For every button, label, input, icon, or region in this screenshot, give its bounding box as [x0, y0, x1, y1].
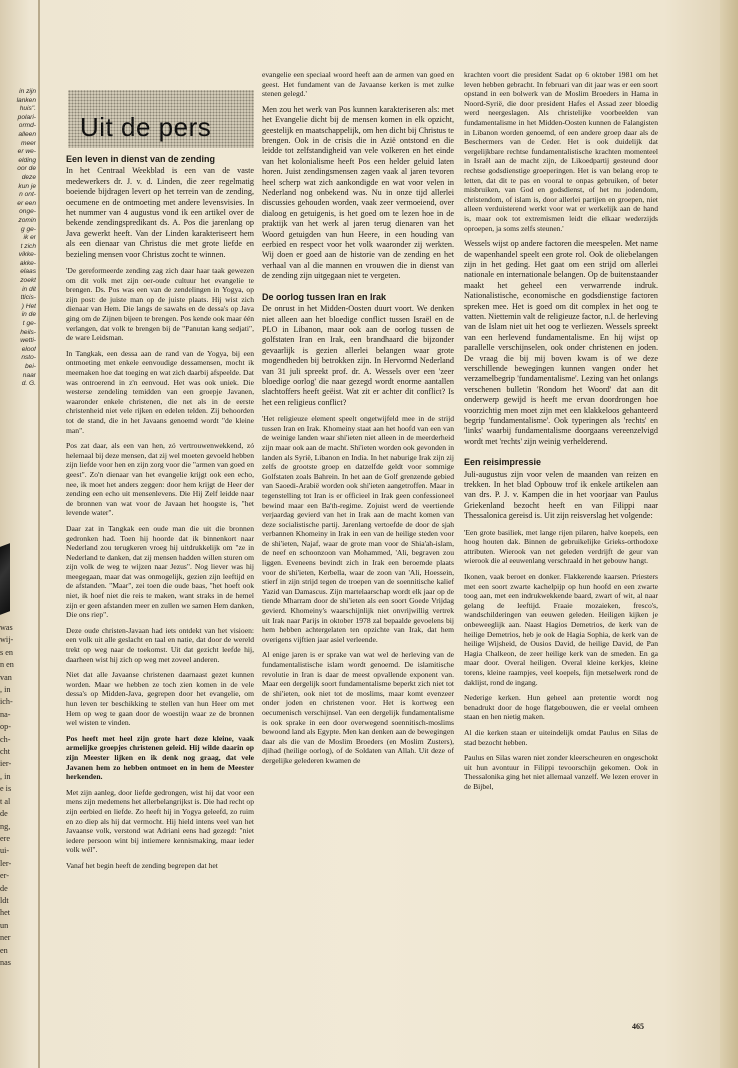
book-edge [720, 0, 738, 1068]
quote-paragraph: Niet dat alle Javaanse christenen daarnaast gezet kunnen worden. Maar we hebben ze toch zien komen in de vele dessa's op Midden-Java, gegrepen door het evangelie, om hun leven ter beschikking te stellen van hun Heer om met Hem op weg te gaan door de woestijn waar ze de bronnen wel wisten te vinden. [66, 670, 254, 728]
fragment-line: zomin [18, 216, 36, 224]
fragment-line: ner [0, 933, 11, 943]
fragment-line: wetti- [20, 337, 36, 345]
fragment-line: ich- [0, 697, 13, 707]
fragment-line: in dit [22, 285, 36, 293]
quote-paragraph: evangelie een speciaal woord heeft aan de armen van goed en geest. Het fundament van de Javaanse kerken is met zulke stenen gelegd.' [262, 70, 454, 99]
fragment-line: n ont- [19, 191, 36, 199]
fragment-line: d. G. [21, 380, 36, 388]
quote-paragraph: Pos zat daar, als een van hen, zó vertrouwenwekkend, zó helemaal bij deze mensen, dat zij wel moeten gevoeld hebben zijn liefde voor hen en zijn zorg voor die "armen van goed en geest". Zo'n dienaar van het evangelie krijgt ook een echo, nee, ik moet het anders zeggen: door hem krijgt de Heer der zending een echo uit mensenlevens. Die Hij Zelf leidde naar de bronnen van wat voor de Javaan het hoogste is, "het levende water". [66, 441, 254, 518]
column-3 [464, 70, 658, 798]
fragment-line: e is [0, 784, 12, 794]
fragment-line: ui- [0, 846, 10, 856]
heading-zending: Een leven in dienst van de zending [66, 154, 216, 164]
fragment-line: vikke- [18, 251, 36, 259]
fragment-line: nas [0, 957, 11, 967]
quote-paragraph: In Tangkak, een dessa aan de rand van de Yogya, bij een ontmoeting met enkele eenvoudige dessamensen, mocht ik meemaken hoe dat toeging en wat zich daarbij afspeelde. Dat was ontroerend in z'n eenvoud. Het was ook uniek. Die westerse zendeling temidden van een groepje Javanen, waaronder enkele christenen, die net als in de eerste christenheid niet vele rijken en edelen telden. Zij behoorden tot de stand, die in het Javaans genoemd wordt "de kleine man". [66, 348, 254, 435]
heading-iran-irak: De oorlog tussen Iran en Irak [262, 291, 387, 302]
fragment-line: elaas [20, 268, 36, 276]
fragment-line: meer [20, 139, 36, 147]
fragment-line: ler- [0, 858, 12, 868]
quote-paragraph-bold: Pos heeft met heel zijn grote hart deze kleine, vaak armelijke groepjes christenen geleid. Hij wilde daarin op zijn Meester lijken en ik denk nog graag, dat vele Javanen hem zo hebben ontmoet en in hem de Meester herkenden. [66, 733, 254, 782]
fragment-line: polari- [17, 113, 36, 121]
quote-paragraph: Met zijn aanleg, door liefde gedrongen, wist hij dat voor een mens zijn medemens het allerbelangrijkst is. Die had recht op zijn eerbied en liefde. Zo heeft hij in Yogya geleefd, zo ruim en zo diep als hij dat vermocht. Hij hield intens veel van het Javaanse volk, verstond wat Adriani eens had gezegd: "niet iedere persoon wint bij intiemere kennismaking, maar ieder volk wél". [66, 787, 254, 855]
quote-paragraph: Al die kerken staan er uiteindelijk omdat Paulus en Silas de stad bezocht hebben. [464, 727, 658, 747]
fragment-line: zoekt [20, 277, 36, 285]
fragment-line: in de [21, 311, 36, 319]
fragment-line: op- [0, 722, 11, 732]
fragment-line: lanken [16, 96, 36, 104]
quote-paragraph: Al enige jaren is er sprake van wat wel de herleving van de fundamentalistische islam wordt genoemd. De islamitische revolutie in Iran is daar de meest opvallende exponent van. Maar een dergelijk soort fundamentalisme beperkt zich niet tot de shi'ieten, ook niet tot de moslims, maar komt evenzeer onder joden en christenen voor. Het is kortweg een oecumenisch verschijnsel. Van een dergelijk fundamentalisme is ook sprake in een door overwegend soennitisch-moslims bewoond land als Egypte. Men kan denken aan de bewegingen daar als die van de Moslim Broeders (en Moslim Zusters), djihad (heilige oorlog), of de Soldaten van Allah. Uit deze of dergelijke gelederen kwamen de [262, 650, 454, 765]
fragment-line: ng, [0, 821, 11, 831]
fragment-line: ) Het [21, 302, 36, 310]
section-title: Uit de pers [80, 112, 212, 142]
fragment-line: tticis- [20, 294, 36, 302]
fragment-line: nsto- [21, 354, 36, 362]
fragment-line: er- [0, 871, 9, 881]
paragraph: Juli-augustus zijn voor velen de maanden van reizen en trekken. In het blad Opbouw trof ik enkele artikelen aan van drs. P. J. v. Kampen die in het voorjaar van Paulus Griekenland bezocht heeft en van Filippi naar Thessalonica gereisd is. Uit zijn reisverslag het volgende: [464, 469, 658, 521]
fragment-line: ch- [0, 734, 11, 744]
quote-paragraph: Vanaf het begin heeft de zending begrepen dat het [66, 860, 218, 870]
fragment-line: er een [17, 199, 36, 207]
fragment-line: in zijn [19, 88, 36, 95]
quote-paragraph: Daar zat in Tangkak een oude man die uit die bronnen gedronken had. Toen hij hoorde dat ik binnenkort naar Nederland zou terugkeren vroeg hij uitdrukkelijk om "ze in Nederland te danken, dat zij mensen hadden willen sturen om zijn volk de weg te wijzen naar Jezus". Nog liever was hij meegegaan, maar dat was onmogelijk, gezien zijn leeftijd en de afstanden. "Maar", zei toen die oude baas, "het hoeft ook niet, ik hoef niet die reis te maken, want straks in de hemel zijn er geen afstanden meer en zullen we samen Hem danken, Die ons riep". [66, 523, 254, 620]
fragment-line: cht [0, 747, 11, 757]
fragment-line: ier- [0, 759, 12, 769]
fragment-line: er we- [17, 148, 36, 156]
fragment-line: t al [0, 796, 11, 806]
fragment-line: naar [22, 371, 36, 379]
fragment-line: kun je [18, 182, 36, 190]
quote-paragraph: 'Het religieuze element speelt ongetwijfeld mee in de strijd tussen Iran en Irak. Khomeiny staat aan het hoofd van een van de weinige landen waar shi'ieten niet alleen in de meerderheid zijn maar ook aan de macht. Shi'ieten worden ook gevonden in landen als Syrië, Libanon en India. In het naburige Irak zijn zij zelfs de grootste groep en datzelfde geldt voor sommige Golfstaten zoals Bahrein. In het aan de Golf grenzende gebied van Saoedi-Arabië worden ook shi'ieten aangetroffen. Maar in tegenstelling tot Iran is er officieel in Irak geen confessioneel bewind maar een Ba'th-regime. Zojuist werd de veertiende verjaardag gevierd van het in Irak aan de macht komen van deze socialistische partij. Jarenlang vertoefde de door de sjah verbannen Khomeiny in Irak in een van de heilige steden voor de shi'ieten, Najaf, waar de grote man voor de Shia'ah-islam, de neef en schoonzoon van Mohammed, 'Ali, begraven zou liggen. Eveneens bevindt zich in Irak een beroemde plaats voor de shi'ieten, Kerbella, waar de zoon van 'Ali, Hoessein, stierf in zijn strijd tegen de troepen van de soennitische kalief Yazid van Damascus. Zijn martelaarschap wordt elk jaar op de tiende Mharram door de shi'ieten als een soort Goede Vrijdag gevierd. Khomeiny's waarschijnlijk niet onvrijwillig vertrek uit Irak naar Parijs in oktober 1978 zal bepaalde gevoelens bij hem hebben achtergelaten ten opzichte van Irak, dat hem overigens vijftien jaar asiel verleende. [262, 414, 454, 644]
fragment-line: un [0, 920, 9, 930]
quote-paragraph: Nederige kerken. Hun geheel aan pretentie wordt nog benadrukt door de hoge flatgebouwen, die er veelal omheen staan en hen nietig maken. [464, 693, 658, 722]
fragment-line: elding [18, 156, 36, 164]
page-gutter [38, 0, 40, 1068]
quote-paragraph: Paulus en Silas waren niet zonder kleerscheuren en ongeschokt uit hun avontuur in Filippi tevoorschijn gekomen. Ook in Thessalonika ging het niet allemaal vanzelf. We lezen erover in de Bijbel, [464, 753, 658, 791]
fragment-line: bei- [25, 363, 36, 370]
quote-paragraph: Deze oude christen-Javaan had iets ontdekt van het visioen: een volk uit alle geslacht en taal en natie, dat door de wereld trekt op weg naar de toekomst. Uit dat gezicht leefde hij, daarheen wist hij zich op weg met zoveel anderen. [66, 625, 254, 664]
previous-page-column-2 [0, 622, 36, 969]
fragment-line: en [0, 945, 8, 955]
fragment-line: was [0, 623, 13, 632]
fragment-line: ik er [23, 234, 36, 242]
column-2 [262, 70, 454, 772]
paragraph: De onrust in het Midden-Oosten duurt voort. We denken niet alleen aan het bloedige conflict tussen Israël en de PLO in Libanon, maar ook aan de oorlog tussen de golfstaten Iran en Irak, een brandhaard die bijzonder gevaarlijk is gezien allerlei belangen waar grote mogendheden bij betrokken zijn. In Hervormd Nederland van 31 juli spreekt prof. dr. A. Wessels over een 'zeer bloedige oorlog' die naar gezegd wordt enorme aantallen slachtoffers heeft geëist. Wat zit er achter dit conflict? Is het een religieus conflict? [262, 304, 454, 407]
fragment-line: , in [0, 685, 11, 695]
fragment-line: alleen [18, 130, 36, 138]
fragment-line: oor de [17, 165, 36, 173]
fragment-line: huis". [19, 105, 36, 113]
fragment-line: t zich [20, 242, 36, 250]
fragment-line: ormd- [18, 122, 36, 130]
fragment-line: ere [0, 833, 10, 843]
fragment-line: ldt [0, 895, 9, 905]
fragment-line: heils- [20, 328, 36, 336]
paragraph: Men zou het werk van Pos kunnen karakteriseren als: met het Evangelie dicht bij de mensen komen in elk opzicht, geestelijk en maatschappelijk, om hen dicht bij Christus te brengen. Ook in de crisis die in Azië ontstond en die leidde tot zelfstandigheid van vele volkeren en het einde van het kolonialisme heeft Pos een helder geluid laten horen. Juist zendingsmensen zagen vaak al jaren tevoren heel scherp wat zich aankondigde en wat voor velen in Nederland nog onbekend was. Nu in onze tijd allerlei discussies gehouden worden, vaak zeer vermoeiend, over dialoog en getuigenis, is het goed om te lezen hoe in de praktijk van het werk al jaren terug dienaren van het Woord getuigden van hun Heere, in een houding van eerbied en respect voor het volk waaronder zij werkten. Wij doen er goed aan de historie van de zending en het verhaal van al die mannen en vrouwen die in dienst van de zending zijn uitgegaan niet te vergeten. [262, 104, 454, 281]
fragment-line: , in [0, 771, 11, 781]
column-1 [66, 70, 254, 877]
quote-paragraph: krachten voort die president Sadat op 6 oktober 1981 om het leven hebben gebracht. In februari van dit jaar was er een soort opstand in een bolwerk van de Moslim Broeders in Hama in Noord-Syrië, die door president Hafes el Assad zeer bloedig werd neergeslagen. Als christelijke voorbeelden van fundamentalisme in het Midden-Oosten kunnen de Falangisten in Libanon worden genoemd, of een andere groep daar als de Beschermers van de Ceder. Het is ook duidelijk dat vergelijkbare rechtse fundamentalistische krachten momenteel in Israël aan de macht zijn, de Likoedpartij gesteund door rechtse godsdienstige groeperingen. Het is van belang erop te letten, dat dit te pas en vooral te onpas gebruiken, of beter misbruiken, van God en godsdienst, of het nu jodendom, christendom, of islam is, door allerlei partijen en groepen, niet alleen verduisterend werkt voor wat er werkelijk aan de hand is, maar ook tot extremismen leidt die elkaar wederzijds oproepen, ja soms zelfs steunen.' [464, 70, 658, 233]
fragment-line: s en [0, 647, 13, 657]
quote-paragraph: 'De gereformeerde zending zag zich daar haar taak gewezen om dit volk met zijn oer-oude cultuur het evangelie te brengen. Ds. Pos was een van de zendelingen in Yogya, op zijn post: de juiste man op de juiste plaats. Hij wist zich dienaar van Hem. Die langs de sawahs en de dessa's op Java ging om de Zijnen bijeen te brengen. Pos kende ook maar één verlangen, dat volk te brengen bij de "Panutan kang sedjati", de ware Leidsman. [66, 266, 254, 343]
quote-paragraph: Ikonen, vaak beroet en donker. Flakkerende kaarsen. Priesters met een soort zwarte kachelpijp op hun hoofd en een zwarte toog aan, met een indrukwekkende baard, zwart of wit, al naar gelang de leeftijd. Fraaie mozaieken, fresco's, wandschilderingen van eeuwen geleden. Heiligen kijken je onbeweeglijk aan. Naast Hagios Demetrios, de kerk van de heilige Demetrios, heb je ook de Hagia Sophia, de kerk van de heilige Wijsheid, de Ousios David, de heilige David, de Pan Hagia Chalkeon, de zeer heilige kerk van de smeden. En ga maar door. Overal heiligen. Overal kleine kerkjes, kleine torens, kleine raampjes, veel koepels, fijn metselwerk rond de daklijst, rond de ingang. [464, 572, 658, 687]
fragment-line: onge- [19, 208, 36, 216]
previous-page-image-fragment [0, 543, 10, 615]
fragment-line: g ge- [20, 225, 36, 233]
heading-reisimpressie: Een reisimpressie [464, 457, 542, 468]
fragment-line: van [0, 672, 12, 682]
fragment-line: t ge- [22, 320, 36, 328]
previous-page-column [0, 88, 36, 389]
quote-paragraph: 'Een grote basiliek, met lange rijen pilaren, halve koepels, een hoog houten dak. Binnen de gebruikelijke Grieks-orthodoxe attributen. Wierook van net geleden verdrijft de geur van wierook die al eeuwenlang verschraald in het gebouw hangt. [464, 527, 658, 566]
fragment-line: het [0, 908, 11, 918]
page-number: 465 [632, 1022, 644, 1031]
fragment-line: eloof [21, 345, 36, 353]
fragment-line: n en [0, 660, 14, 670]
fragment-line: de [0, 883, 8, 893]
fragment-line: wij- [0, 635, 14, 645]
fragment-line: akke- [19, 259, 36, 267]
fragment-line: na- [0, 709, 11, 719]
fragment-line: deze [21, 173, 36, 181]
paragraph: In het Centraal Weekblad is een van de vaste medewerkers dr. J. v. d. Linden, die zeer regelmatig boeiende bijdragen levert op het terrein van de zending, oecumene en de ontmoeting met andere levensvisies. In het nummer van 4 augustus vond ik een artikel over de bekende zendingspredikant ds. A. Pos die jarenlang op Java gewerkt heeft. Van der Linden karakteriseert hem als een dienaar van Christus die met grote liefde en bezieling mensen voor Christus zocht te winnen. [66, 166, 254, 259]
paragraph: Wessels wijst op andere factoren die meespelen. Met name de wapenhandel speelt een grote rol. Ook de oliebelangen zijn in het geding. Het gaat om een strijd om allerlei nationale en internationale belangen. Op de buitenstaander maakt het geheel een verwarrende indruk. Nationalistische, economische en godsdienstige factoren spreken mee. Het is goed om dit complex in het oog te vatten. Niettemin valt de religieuze factor, n.l. de herleving van de Islam niet uit het oog te verliezen. Wessels spreekt van een herlevend fundamentalisme. En hij wijst op parallelle verschijnselen, ook onder christenen en joden. De vraag die bij mij boven kwam is of we deze verschillende bewegingen kunnen vangen onder het verzamelbegrip 'fundamentalisme'. Lezing van het onlangs verschenen bulletin 'Rondom het Woord' dat aan dit onderwerp gewijd is heeft me ervan doordrongen hoe voorzichtig men moet zijn met een klakkeloos gehanteerd begrip 'fundamentalisme'. Ook typeringen als 'rechts' en 'links' waarbij fundamentalisme doorgaans vereenzelvigd wordt met 'rechts' zijn weinig verhelderend. [464, 239, 658, 446]
fragment-line: de [0, 809, 8, 819]
